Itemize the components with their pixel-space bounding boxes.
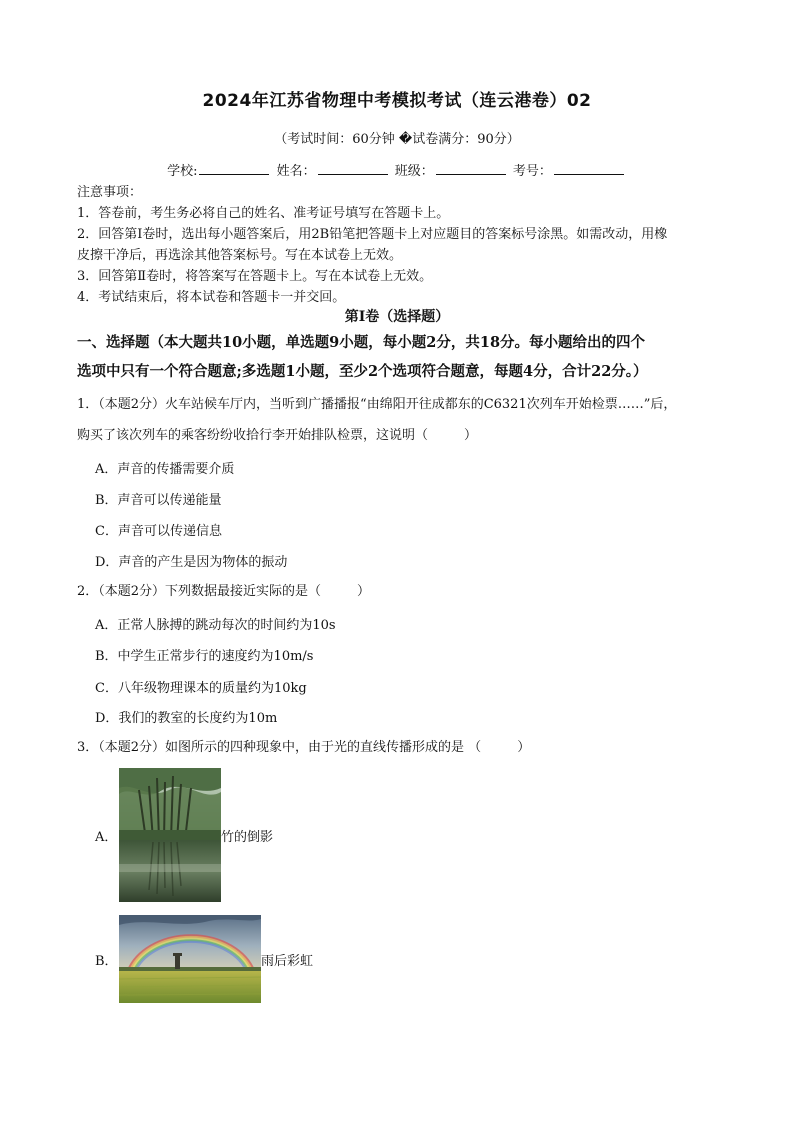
bamboo-reflection-photo [119,768,221,902]
school-blank[interactable] [199,162,269,175]
option-caption: 雨后彩虹 [261,953,314,969]
question-3-option-a[interactable] [95,768,273,902]
section-heading-line: 一、选择题（本大题共10小题，单选题9小题，每小题2分，共18分。每小题给出的四个 [77,334,646,351]
exam-number-label: 考号： [512,164,552,179]
class-blank[interactable] [436,162,506,175]
question-2-stem [77,576,727,607]
question-3-stem [77,732,727,763]
question-2-option-b[interactable]: B．中学生正常步行的速度约为10m/s [95,649,314,664]
option-letter: B． [95,953,118,969]
section-heading-line: 选项中只有一个符合题意;多选题1小题，至少2个选项符合题意，每题4分，合计22分。） [77,363,648,380]
option-caption: 竹的倒影 [221,829,274,845]
name-blank[interactable] [318,162,388,175]
note-item: 4．考试结束后，将本试卷和答题卡一并交回。 [77,290,346,305]
question-3-line [77,732,727,763]
question-1-option-c[interactable]: C．声音可以传递信息 [95,524,222,539]
question-1-stem [77,389,727,451]
question-2-text: 2．（本题2分）下列数据最接近实际的是（ [77,584,322,599]
notes-block [77,182,727,308]
option-letter: A． [95,829,118,845]
exam-subtitle: （考试时间：60分钟 �试卷满分：90分） [274,132,520,147]
exam-title: 2024年江苏省物理中考模拟考试（连云港卷）02 [202,91,592,111]
question-1-option-a[interactable]: A．声音的传播需要介质 [95,462,235,477]
student-info-line [0,160,794,179]
question-1-option-d[interactable]: D．声音的产生是因为物体的振动 [95,555,288,570]
note-item: 1．答卷前，考生务必将自己的姓名、准考证号填写在答题卡上。 [77,206,450,221]
exam-number-blank[interactable] [554,162,624,175]
question-2-option-d[interactable]: D．我们的教室的长度约为10m [95,711,278,726]
paren-close: ） [517,740,531,755]
note-item: 3．回答第Ⅱ卷时，将答案写在答题卡上。写在本试卷上无效。 [77,269,433,284]
question-1-text: 购买了该次列车的乘客纷纷收拾行李开始排队检票，这说明（ [77,428,429,443]
school-label: 学校: [167,164,198,179]
notes-label: 注意事项： [77,185,143,200]
question-2-line [77,576,727,607]
section-title: 第Ⅰ卷（选择题） [344,309,450,325]
question-3-text: 3．（本题2分）如图所示的四种现象中，由于光的直线传播形成的是 （ [77,740,482,755]
question-2-option-c[interactable]: C．八年级物理课本的质量约为10kg [95,681,307,696]
note-item: 2．回答第Ⅰ卷时，选出每小题答案后，用2B铅笔把答题卡上对应题目的答案标号涂黑。如需改动，用橡 [77,227,668,242]
question-1-option-b[interactable]: B．声音可以传递能量 [95,493,222,508]
paren-close: ） [464,428,478,443]
question-1-line [77,420,727,451]
question-2-option-a[interactable]: A．正常人脉搏的跳动每次的时间约为10s [95,618,336,633]
note-item: 皮擦干净后，再选涂其他答案标号。写在本试卷上无效。 [77,248,403,263]
name-label: 姓名： [276,164,316,179]
question-3-option-b[interactable] [95,915,313,1003]
section-heading [77,328,727,386]
paren-close: ） [357,584,371,599]
class-label: 班级： [394,164,434,179]
rainbow-photo [119,915,261,1003]
question-1-line: 1．（本题2分）火车站候车厅内，当听到广播播报“由绵阳开往成都东的C6321次列车开始检票……”后， [77,397,677,412]
